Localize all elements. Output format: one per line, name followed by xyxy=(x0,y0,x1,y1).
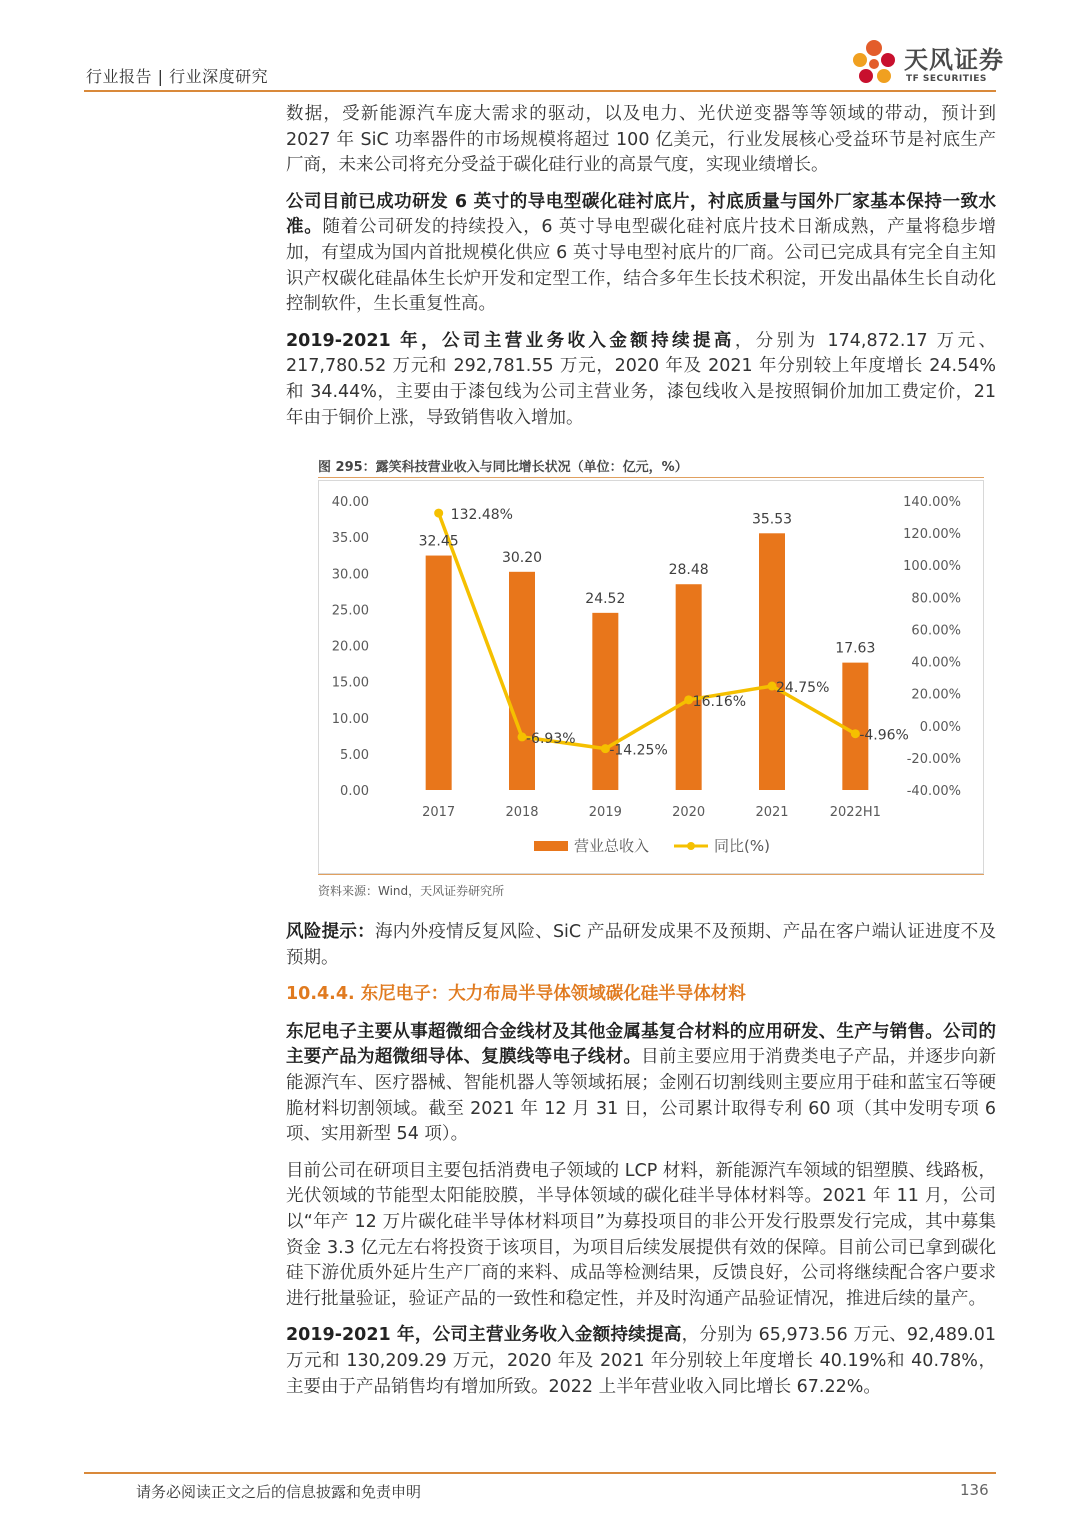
figure-source: 资料来源：Wind，天风证券研究所 xyxy=(318,884,505,898)
growth-point xyxy=(434,509,443,518)
y-left-tick-label: 30.00 xyxy=(331,567,369,583)
bar-data-label: 32.45 xyxy=(418,533,459,550)
figure-bottom-rule xyxy=(318,874,984,875)
risk-paragraph: 风险提示：海内外疫情反复风险、SiC 产品研发成果不及预期、产品在客户端认证进度不及预期。 xyxy=(286,922,997,968)
y-left-tick-label: 35.00 xyxy=(331,531,369,547)
paragraph: 2019-2021 年，公司主营业务收入金额持续提高，分别为 65,973.56 万元、92,489.01 万元和 130,209.29 万元，2020 年及 2021 年分别较上年度增长 40.19%和 40.78%，主要由于产品销售均有增加所致。2022 上半年营业收入同比增长 67.22%。 xyxy=(286,1325,996,1397)
legend-bar-swatch xyxy=(534,841,568,851)
chart-bar xyxy=(676,584,702,790)
paragraph: 公司目前已成功研发 6 英寸的导电型碳化硅衬底片，衬底质量与国外厂家基本保持一致水准。随着公司研发的持续投入，6 英寸导电型碳化硅衬底片技术日渐成熟，产量将稳步增加，有望成为国内首批规模化供应 6 英寸导电型衬底片的厂商。公司已完成具有完全自主知识产权碳化硅晶体生长炉开发和定型工作，结合多年生长技术积淀，开发出晶体生长自动化控制软件，生长重复性高。 xyxy=(286,191,997,315)
chart-bar xyxy=(759,533,785,790)
logo-text-cn: 天风证券 xyxy=(904,46,1004,74)
y-right-tick-label: -20.00% xyxy=(906,751,961,767)
line-data-label: 16.16% xyxy=(692,693,747,710)
bar-data-label: 24.52 xyxy=(585,590,626,607)
x-tick-label: 2020 xyxy=(672,805,706,820)
paragraph: 东尼电子主要从事超微细合金线材及其他金属基复合材料的应用研发、生产与销售。公司的主要产品为超微细导体、复膜线等电子线材。目前主要应用于消费类电子产品，并逐步向新能源汽车、医疗器械、智能机器人等领域拓展；金刚石切割线则主要应用于硅和蓝宝石等硬脆材料切割领域。截至 2021 年 12 月 31 日，公司累计取得专利 60 项（其中发明专项 6 项、实用新型 54 项）。 xyxy=(286,1021,997,1145)
y-left-tick-label: 10.00 xyxy=(331,711,369,727)
line-data-label: 132.48% xyxy=(450,507,513,524)
growth-line xyxy=(439,513,856,749)
y-left-tick-label: 20.00 xyxy=(331,639,369,655)
x-tick-label: 2021 xyxy=(755,805,789,820)
y-left-tick-label: 25.00 xyxy=(331,603,369,619)
paragraph: 数据，受新能源汽车庞大需求的驱动，以及电力、光伏逆变器等等领域的带动，预计到 2027 年 SiC 功率器件的市场规模将超过 100 亿美元，行业发展核心受益环节是衬底生产厂商，未来公司将充分受益于碳化硅行业的高景气度，实现业绩增长。 xyxy=(286,104,996,176)
page-number: 136 xyxy=(960,1481,989,1499)
footer-disclaimer: 请务必阅读正文之后的信息披露和免责申明 xyxy=(136,1483,422,1501)
logo-flower-icon xyxy=(846,38,902,92)
chart-bar xyxy=(842,663,868,790)
y-left-tick-label: 15.00 xyxy=(331,675,369,691)
bar-data-label: 30.20 xyxy=(501,549,543,566)
logo-text-en: TF SECURITIES xyxy=(906,74,987,84)
y-right-tick-label: 120.00% xyxy=(903,527,961,543)
y-left-tick-label: 40.00 xyxy=(331,495,369,510)
legend-bar-label: 营业总收入 xyxy=(574,837,650,855)
main-content-top xyxy=(286,102,996,442)
chart-container xyxy=(318,480,984,874)
company-logo xyxy=(846,38,1006,92)
section-heading: 10.4.4. 东尼电子：大力布局半导体领域碳化硅半导体材料 xyxy=(286,984,746,1005)
paragraph: 目前公司在研项目主要包括消费电子领域的 LCP 材料，新能源汽车领域的铝塑膜、线路板，光伏领域的节能型太阳能胶膜，半导体领域的碳化硅半导体材料等。2021 年 11 月，公司以“年产 12 万片碳化硅半导体材料项目”为募投项目的非公开发行股票发行完成，其中募集资金 3.3 亿元左右将投资于该项目，为项目后续发展提供有效的保障。目前公司已拿到碳化硅下游优质外延片生产厂商的来料、成品等检测结果，反馈良好，公司将继续配合客户要求进行批量验证，验证产品的一致性和稳定性，并及时沟通产品验证情况，推进后续的量产。 xyxy=(286,1160,996,1309)
y-left-tick-label: 0.00 xyxy=(340,784,369,799)
y-right-tick-label: 20.00% xyxy=(911,687,961,703)
chart-bar xyxy=(592,613,618,790)
report-header-title: 行业报告 | 行业深度研究 xyxy=(86,67,269,86)
bar-data-label: 28.48 xyxy=(668,562,709,579)
figure-caption: 图 295：露笑科技营业收入与同比增长状况（单位：亿元，%） xyxy=(318,460,688,475)
line-data-label: 24.75% xyxy=(776,680,830,697)
y-right-tick-label: 100.00% xyxy=(903,559,961,575)
y-right-tick-label: 0.00% xyxy=(919,719,961,735)
legend-line-marker xyxy=(687,842,695,850)
header-divider xyxy=(84,90,996,92)
legend-line-label: 同比(%) xyxy=(714,837,770,855)
footer-divider xyxy=(84,1472,996,1474)
main-content-bottom xyxy=(286,920,996,1411)
x-tick-label: 2018 xyxy=(505,805,539,820)
x-tick-label: 2022H1 xyxy=(829,805,881,820)
bar-data-label: 35.53 xyxy=(751,511,793,528)
revenue-growth-chart xyxy=(319,481,983,873)
y-left-tick-label: 5.00 xyxy=(340,747,369,763)
y-right-tick-label: 140.00% xyxy=(903,495,961,510)
y-right-tick-label: 60.00% xyxy=(911,623,961,639)
line-data-label: -6.93% xyxy=(526,730,576,747)
paragraph: 2019-2021 年，公司主营业务收入金额持续提高，分别为 174,872.17 万元、217,780.52 万元和 292,781.55 万元，2020 年及 2021 年分别较上年度增长 24.54%和 34.44%，主要由于漆包线为公司主营业务，漆包线收入是按照铜价加加工费定价，21 年由于铜价上涨，导致销售收入增加。 xyxy=(286,330,996,428)
y-right-tick-label: 40.00% xyxy=(911,655,961,671)
bar-data-label: 17.63 xyxy=(835,640,876,657)
line-data-label: -4.96% xyxy=(859,727,909,744)
y-right-tick-label: 80.00% xyxy=(911,591,961,607)
figure-top-rule xyxy=(318,477,984,478)
chart-bar xyxy=(426,556,452,790)
x-tick-label: 2017 xyxy=(422,805,456,820)
chart-bar xyxy=(509,572,535,790)
line-data-label: -14.25% xyxy=(609,742,668,759)
x-tick-label: 2019 xyxy=(588,805,622,820)
y-right-tick-label: -40.00% xyxy=(906,784,961,799)
